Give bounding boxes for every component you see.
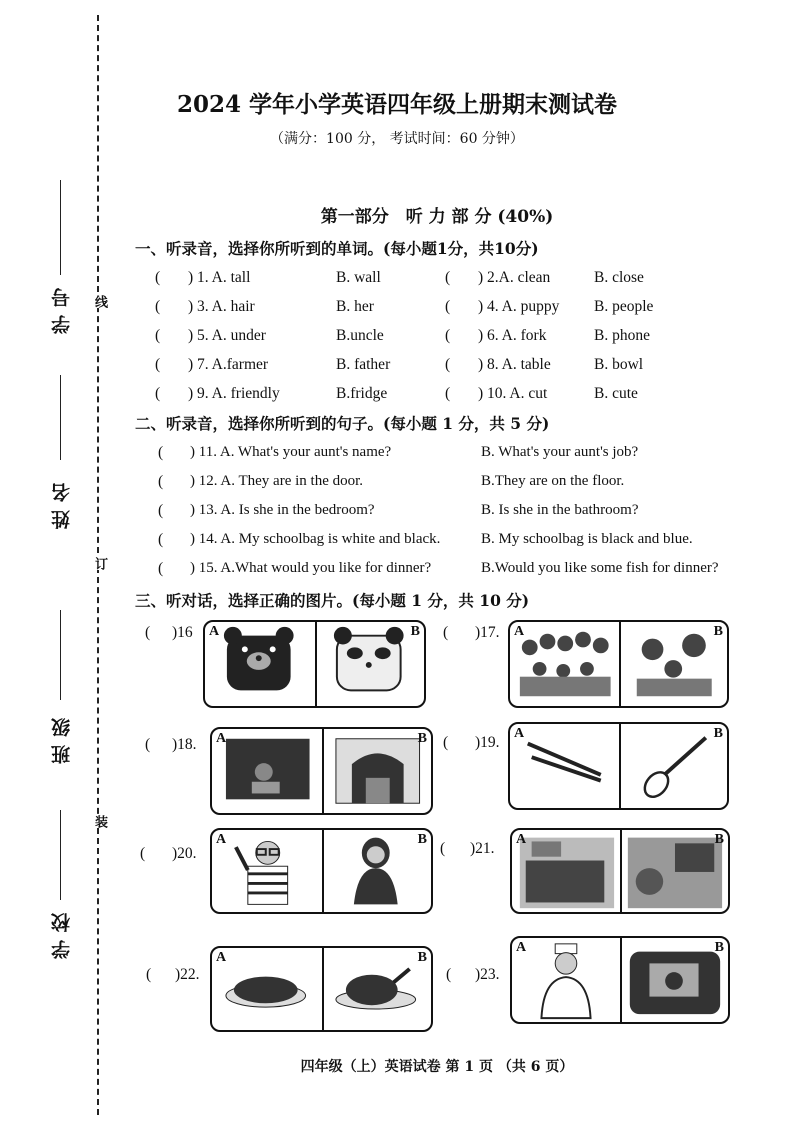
student-id-label: 学号 (51, 280, 73, 334)
picture-option-b[interactable] (620, 938, 728, 1022)
binding-mark-bind: 装 (92, 815, 107, 828)
binding-mark-line: 线 (92, 295, 107, 308)
picture-option-b[interactable] (620, 830, 728, 912)
big-family-picture (510, 622, 619, 706)
black-bear-schoolbag-picture (205, 622, 315, 706)
answer-blank[interactable]: ( (155, 269, 161, 286)
section-1-heading: 一、听录音，选择你所听到的单词。(每小题1分，共10分) (135, 239, 539, 258)
option-a-tag: A (216, 950, 227, 965)
word-option-b: B.uncle (336, 327, 384, 344)
picture-pair (210, 946, 433, 1032)
man-with-glasses-picture (212, 830, 322, 912)
answer-blank[interactable]: ( (445, 327, 451, 344)
picture-option-b[interactable] (322, 830, 432, 912)
option-b-tag: B (713, 624, 723, 639)
name-label: 姓名 (51, 475, 73, 529)
picture-pair (210, 828, 433, 914)
picture-pair (510, 828, 730, 914)
chicken-picture (322, 948, 432, 1030)
section-3-heading: 三、听对话，选择正确的图片。(每小题 1 分，共 10 分) (135, 591, 530, 610)
option-b-tag: B (417, 832, 427, 847)
answer-blank[interactable]: ( (155, 298, 161, 315)
word-option-a: ) 3. A. hair (188, 298, 255, 315)
school-blank[interactable] (60, 810, 61, 900)
word-option-b: B. phone (594, 327, 650, 344)
living-room-picture (620, 830, 728, 912)
answer-blank[interactable]: ( (145, 624, 151, 641)
word-option-a: ) 2.A. clean (478, 269, 551, 286)
word-option-a: ) 1. A. tall (188, 269, 251, 286)
option-b-tag: B (714, 940, 724, 955)
answer-blank[interactable]: ( (158, 444, 164, 461)
sentence-option-a: ) 11. A. What's your aunt's name? (190, 444, 392, 460)
answer-blank[interactable]: ( (443, 624, 449, 641)
class-label: 班级 (51, 710, 73, 764)
word-option-b: B. cute (594, 385, 638, 402)
part-heading: 第一部分 听 力 部 分 (40%) (320, 207, 554, 227)
picture-option-b[interactable] (322, 948, 432, 1030)
picture-option-b[interactable] (619, 724, 728, 808)
picture-option-a[interactable] (205, 622, 317, 706)
blackboard-picture (212, 729, 322, 813)
answer-blank[interactable]: ( (440, 840, 446, 857)
spoon-picture (619, 724, 728, 808)
sentence-option-b: B.They are on the floor. (481, 473, 625, 489)
answer-blank[interactable]: ( (158, 531, 164, 548)
question-number: )22. (175, 966, 200, 983)
answer-blank[interactable]: ( (155, 356, 161, 373)
question-number: )20. (172, 845, 197, 862)
section-2-heading: 二、听录音，选择你所听到的句子。(每小题 1 分，共 5 分) (135, 414, 550, 433)
sentence-option-a: ) 14. A. My schoolbag is white and black. (190, 531, 441, 547)
picture-pair (203, 620, 426, 708)
answer-blank[interactable]: ( (445, 269, 451, 286)
exam-subtitle: （满分：100 分， 考试时间：60 分钟） (270, 131, 524, 147)
question-number: )21. (470, 840, 495, 857)
picture-option-b[interactable] (619, 622, 728, 706)
answer-blank[interactable]: ( (140, 845, 146, 862)
answer-blank[interactable]: ( (158, 560, 164, 577)
question-number: )18. (172, 736, 197, 753)
class-blank[interactable] (60, 610, 61, 700)
page-footer: 四年级（上）英语试卷 第 1 页 （共 6 页） (300, 1059, 574, 1075)
answer-blank[interactable]: ( (145, 736, 151, 753)
picture-option-a[interactable] (212, 948, 324, 1030)
answer-blank[interactable]: ( (158, 473, 164, 490)
school-label: 学校 (51, 905, 73, 959)
fireplace-picture (322, 729, 432, 813)
option-a-tag: A (514, 726, 525, 741)
chopsticks-picture (510, 724, 619, 808)
answer-blank[interactable]: ( (445, 356, 451, 373)
sentence-option-a: ) 15. A.What would you like for dinner? (190, 560, 432, 576)
word-option-a: ) 7. A.farmer (188, 356, 269, 373)
answer-blank[interactable]: ( (158, 502, 164, 519)
woman-picture (322, 830, 432, 912)
beef-picture (212, 948, 322, 1030)
picture-pair (210, 727, 433, 815)
answer-blank[interactable]: ( (146, 966, 152, 983)
option-a-tag: A (516, 832, 527, 847)
picture-option-a[interactable] (512, 830, 622, 912)
word-option-a: ) 4. A. puppy (478, 298, 560, 315)
word-option-a: ) 8. A. table (478, 356, 551, 373)
option-a-tag: A (209, 624, 220, 639)
answer-blank[interactable]: ( (443, 734, 449, 751)
sentence-option-a: ) 13. A. Is she in the bedroom? (190, 502, 375, 518)
cook-picture (512, 938, 620, 1022)
student-id-blank[interactable] (60, 180, 61, 275)
sentence-option-b: B. Is she in the bathroom? (481, 502, 639, 518)
option-b-tag: B (410, 624, 420, 639)
sentence-option-a: ) 12. A. They are in the door. (190, 473, 364, 489)
picture-option-a[interactable] (510, 622, 621, 706)
answer-blank[interactable]: ( (155, 327, 161, 344)
word-option-b: B. bowl (594, 356, 644, 373)
option-b-tag: B (713, 726, 723, 741)
picture-option-b[interactable] (315, 622, 425, 706)
picture-option-a[interactable] (212, 830, 324, 912)
word-option-a: ) 10. A. cut (478, 385, 548, 402)
answer-blank[interactable]: ( (445, 298, 451, 315)
word-option-b: B. father (336, 356, 391, 373)
picture-option-a[interactable] (512, 938, 622, 1022)
picture-option-a[interactable] (212, 729, 324, 813)
question-number: )23. (475, 966, 500, 983)
sentence-option-b: B.Would you like some fish for dinner? (481, 560, 719, 576)
word-option-a: ) 5. A. under (188, 327, 266, 344)
word-option-a: ) 9. A. friendly (188, 385, 280, 402)
sentence-option-b: B. My schoolbag is black and blue. (481, 531, 693, 547)
option-b-tag: B (417, 731, 427, 746)
picture-pair (508, 722, 729, 810)
driver-picture (620, 938, 728, 1022)
picture-pair (508, 620, 729, 708)
question-number: )17. (475, 624, 500, 641)
white-panda-schoolbag-picture (315, 622, 425, 706)
answer-blank[interactable]: ( (445, 385, 451, 402)
word-option-b: B. close (594, 269, 644, 286)
answer-blank[interactable]: ( (446, 966, 452, 983)
option-b-tag: B (714, 832, 724, 847)
small-family-picture (619, 622, 728, 706)
option-a-tag: A (216, 731, 227, 746)
option-a-tag: A (514, 624, 525, 639)
word-option-b: B. her (336, 298, 374, 315)
word-option-b: B.fridge (336, 385, 388, 402)
picture-pair (510, 936, 730, 1024)
question-number: )16 (172, 624, 193, 641)
option-a-tag: A (216, 832, 227, 847)
name-blank[interactable] (60, 375, 61, 460)
picture-option-b[interactable] (322, 729, 432, 813)
word-option-b: B. people (594, 298, 654, 315)
exam-title: 2024 学年小学英语四年级上册期末测试卷 (176, 91, 618, 118)
word-option-a: ) 6. A. fork (478, 327, 547, 344)
sentence-option-b: B. What's your aunt's job? (481, 444, 639, 460)
answer-blank[interactable]: ( (155, 385, 161, 402)
option-b-tag: B (417, 950, 427, 965)
binding-mark-order: 订 (92, 557, 107, 570)
option-a-tag: A (516, 940, 527, 955)
word-option-b: B. wall (336, 269, 381, 286)
picture-option-a[interactable] (510, 724, 621, 808)
kitchen-picture (512, 830, 620, 912)
question-number: )19. (475, 734, 500, 751)
